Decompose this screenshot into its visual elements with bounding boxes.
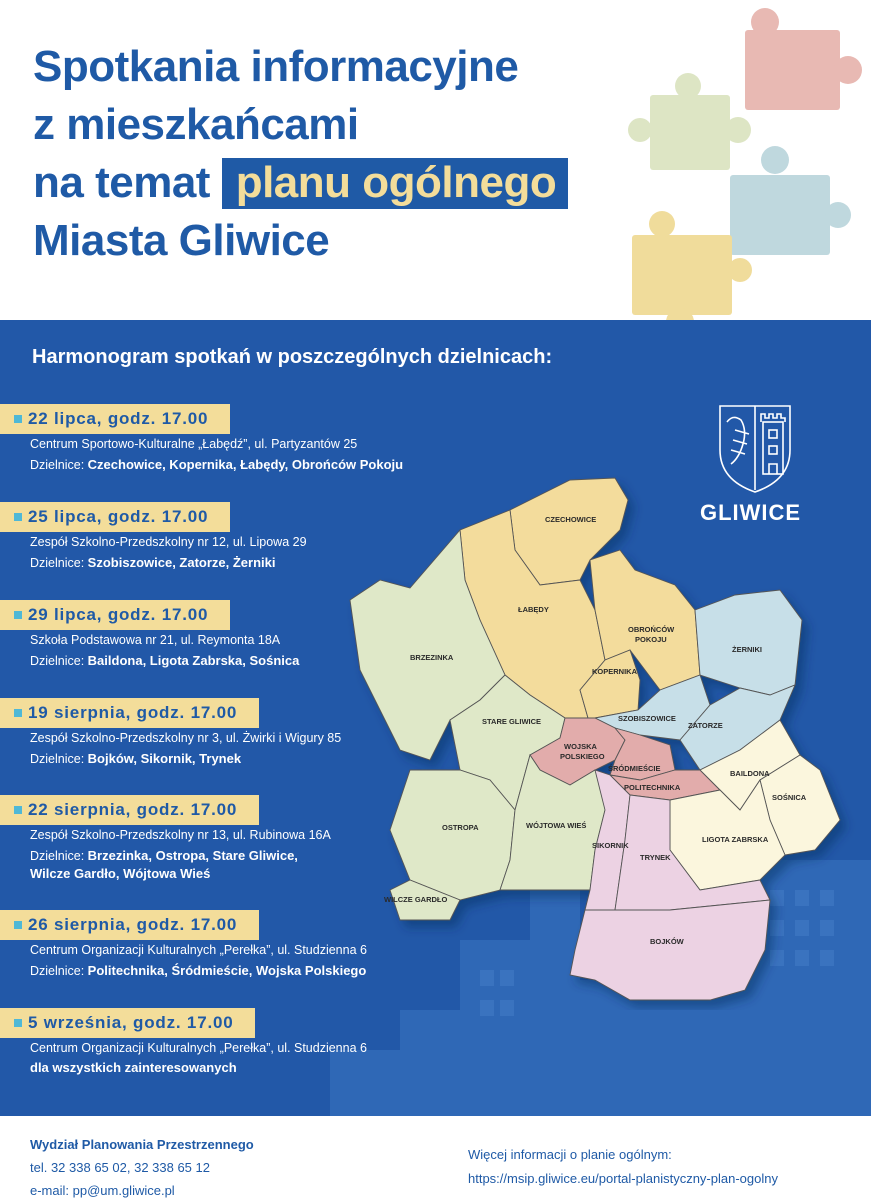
title-highlight: planu ogólnego <box>222 158 569 209</box>
district-bojkow <box>570 900 770 1000</box>
title-line-3-prefix: na temat <box>33 158 210 207</box>
schedule-panel <box>0 320 871 1116</box>
map-label-szobiszowice: SZOBISZOWICE <box>618 714 676 723</box>
event-date-bar <box>0 1008 255 1038</box>
event-venue: Centrum Organizacji Kulturalnych „Perełka”, ul. Studzienna 6 <box>30 943 367 957</box>
districts-value: Baildona, Ligota Zabrska, Sośnica <box>87 653 300 668</box>
district-zerniki <box>695 590 802 695</box>
title-line-2: z mieszkańcami <box>33 100 359 149</box>
footer-more-info <box>468 1143 778 1191</box>
bullet-icon <box>14 709 22 717</box>
event-date-bar <box>0 404 230 434</box>
districts-value-line2: Wilcze Gardło, Wójtowa Wieś <box>30 866 211 881</box>
map-label-trynek: TRYNEK <box>640 853 671 862</box>
districts-value: Politechnika, Śródmieście, Wojska Polskiego <box>87 963 367 978</box>
map-label-zatorze: ZATORZE <box>688 721 723 730</box>
districts-label: Dzielnice: <box>30 964 85 978</box>
map-label-sosnica: SOŚNICA <box>772 793 807 802</box>
map-label-wojska-2: POLSKIEGO <box>560 752 605 761</box>
districts-label: Dzielnice: <box>30 752 85 766</box>
title-line-4: Miasta Gliwice <box>33 216 330 265</box>
map-label-sikornik: SIKORNIK <box>592 841 629 850</box>
map-label-obroncow-1: OBROŃCÓW <box>628 625 675 634</box>
bullet-icon <box>14 806 22 814</box>
event-date: 22 lipca, godz. 17.00 <box>28 409 209 428</box>
event-date-bar <box>0 910 259 940</box>
districts-label: Dzielnice: <box>30 556 85 570</box>
map-label-brzezinka: BRZEZINKA <box>410 653 454 662</box>
districts-value: Szobiszowice, Zatorze, Żerniki <box>87 555 276 570</box>
puzzle-piece-pink-icon <box>745 8 862 110</box>
map-label-baildona: BAILDONA <box>730 769 770 778</box>
districts-value: Bojków, Sikornik, Trynek <box>87 751 242 766</box>
bullet-icon <box>14 921 22 929</box>
event-venue: Centrum Organizacji Kulturalnych „Perełka”, ul. Studzienna 6 <box>30 1041 367 1055</box>
map-label-zerniki: ŻERNIKI <box>732 645 762 654</box>
event-date-bar <box>0 795 259 825</box>
title-line-1: Spotkania informacyjne <box>33 42 519 91</box>
gliwice-logo-text: GLIWICE <box>700 500 802 525</box>
map-label-srodmiescie: ŚRÓDMIEŚCIE <box>608 764 661 773</box>
schedule-heading: Harmonogram spotkań w poszczególnych dzielnicach: <box>32 346 553 368</box>
event-venue: Zespół Szkolno-Przedszkolny nr 3, ul. Żwirki i Wigury 85 <box>30 731 342 745</box>
map-label-czechowice: CZECHOWICE <box>545 515 597 524</box>
footer-email[interactable]: e-mail: pp@um.gliwice.pl <box>30 1183 175 1198</box>
districts-label: Dzielnice: <box>30 458 85 472</box>
footer-more-label: Więcej informacji o planie ogólnym: <box>468 1147 672 1162</box>
event-date: 19 sierpnia, godz. 17.00 <box>28 703 238 722</box>
footer-url-link[interactable]: https://msip.gliwice.eu/portal-planistyczny-plan-ogolny <box>468 1171 778 1186</box>
districts-value: Czechowice, Kopernika, Łabędy, Obrońców Pokoju <box>87 457 404 472</box>
header <box>0 0 871 320</box>
title-line-3 <box>33 154 568 212</box>
map-label-stare-gliwice: STARE GLIWICE <box>482 717 542 726</box>
districts-label: Dzielnice: <box>30 849 85 863</box>
bullet-icon <box>14 513 22 521</box>
footer <box>0 1116 871 1200</box>
puzzle-pieces-decoration <box>610 0 871 340</box>
event-date: 29 lipca, godz. 17.00 <box>28 605 209 624</box>
footer-contact <box>30 1133 254 1202</box>
bullet-icon <box>14 1019 22 1027</box>
event-audience: dla wszystkich zainteresowanych <box>30 1060 237 1075</box>
footer-phone: tel. 32 338 65 02, 32 338 65 12 <box>30 1160 210 1175</box>
map-label-labedy: ŁABĘDY <box>518 605 549 614</box>
map-label-kopernika: KOPERNIKA <box>592 667 638 676</box>
map-label-obroncow-2: POKOJU <box>635 635 667 644</box>
district-map <box>340 470 860 1010</box>
bullet-icon <box>14 415 22 423</box>
event-date: 5 września, godz. 17.00 <box>28 1013 234 1032</box>
map-label-wojtowa-wies: WÓJTOWA WIEŚ <box>526 821 587 830</box>
event-venue: Centrum Sportowo-Kulturalne „Łabędź”, ul. Partyzantów 25 <box>30 437 358 451</box>
bullet-icon <box>14 611 22 619</box>
event-date: 25 lipca, godz. 17.00 <box>28 507 209 526</box>
puzzle-piece-green-icon <box>628 73 751 170</box>
event-date: 26 sierpnia, godz. 17.00 <box>28 915 238 934</box>
districts-label: Dzielnice: <box>30 654 85 668</box>
puzzle-piece-blue-icon <box>730 146 851 255</box>
event-date-bar <box>0 698 259 728</box>
event-date-bar <box>0 600 230 630</box>
event-venue: Zespół Szkolno-Przedszkolny nr 13, ul. Rubinowa 16A <box>30 828 331 842</box>
event-venue: Zespół Szkolno-Przedszkolny nr 12, ul. Lipowa 29 <box>30 535 307 549</box>
map-label-ostropa: OSTROPA <box>442 823 479 832</box>
event-date: 22 sierpnia, godz. 17.00 <box>28 800 238 819</box>
event-venue: Szkoła Podstawowa nr 21, ul. Reymonta 18A <box>30 633 281 647</box>
footer-org: Wydział Planowania Przestrzennego <box>30 1137 254 1152</box>
districts-value: Brzezinka, Ostropa, Stare Gliwice, <box>87 848 298 863</box>
map-label-politechnika: POLITECHNIKA <box>624 783 681 792</box>
map-label-bojkow: BOJKÓW <box>650 937 684 946</box>
page-title <box>33 38 568 270</box>
event-date-bar <box>0 502 230 532</box>
map-label-wojska-1: WOJSKA <box>564 742 597 751</box>
map-label-ligota-zabrska: LIGOTA ZABRSKA <box>702 835 769 844</box>
map-label-wilcze-gardlo: WILCZE GARDŁO <box>384 895 448 904</box>
